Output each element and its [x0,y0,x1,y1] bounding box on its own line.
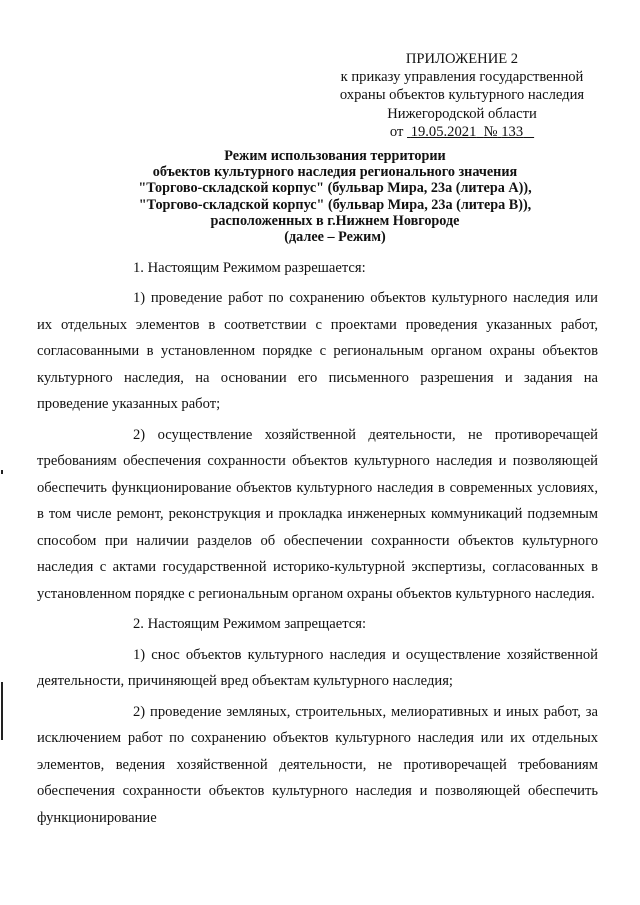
document-title [70,148,600,245]
title-line: объектов культурного наследия регионального значения [152,164,518,181]
date-prefix: от [389,123,404,140]
paragraph-section-2: 2. Настоящим Режимом запрещается: [133,616,366,632]
title-line: расположенных в г.Нижнем Новгороде [210,212,460,229]
appendix-date-line [312,123,612,141]
appendix-order-line: к приказу управления государственной [340,69,584,86]
appendix-order-line: охраны объектов культурного наследия [339,87,585,104]
paragraph-item-2-2: 2) проведение земляных, строительных, мелиоративных и иных работ, за исключением работ по сохранению объектов культурного наследия или их отдельных элементов, ведения хозяйственной деятельности, не противоречащей требованиям обеспечения сохранности объектов культурного наследия и позволяющей обеспечить функционирование [37,703,598,826]
title-line: "Торгово-складской корпус" (бульвар Мира, 23а (литера А)), [138,180,532,197]
paragraph-item-1-2: 2) осуществление хозяйственной деятельности, не противоречащей требованиям обеспечения сохранности объектов культурного наследия и позволяющей обеспечить функционирование объектов культурного наследия в современных условиях, в том числе ремонт, реконструкция и прокладка инженерных коммуникаций подземным способом при наличии разделов об обеспечении сохранности объектов культурного наследия с актами государственной историко-культурной экспертизы, согласованных в установленном порядке с региональным органом охраны объектов культурного наследия. [37,426,598,602]
paragraph-section-1: 1. Настоящим Режимом разрешается: [133,260,366,276]
paragraph-item-1-1: 1) проведение работ по сохранению объектов культурного наследия или их отдельных элементов в соответствии с проектами проведения указанных работ, согласованными в установленном порядке с региональным органом охраны объектов культурного наследия, на основании его письменного разрешения и задания на проведение указанных работ; [37,290,598,412]
title-line: Режим использования территории [224,148,446,164]
appendix-region: Нижегородской области [387,105,537,122]
order-date: 19.05.2021 № 133 [410,123,524,140]
scan-edge-mark [1,470,3,474]
title-line: "Торгово-складской корпус" (бульвар Мира, 23а (литера В)), [138,196,532,213]
appendix-title: ПРИЛОЖЕНИЕ 2 [405,51,519,67]
appendix-header [312,50,612,141]
paragraph-item-2-1: 1) снос объектов культурного наследия и осуществление хозяйственной деятельности, причиняющей вред объектам культурного наследия; [37,646,598,689]
scan-edge-mark [1,682,3,740]
title-line: (далее – Режим) [284,229,386,246]
